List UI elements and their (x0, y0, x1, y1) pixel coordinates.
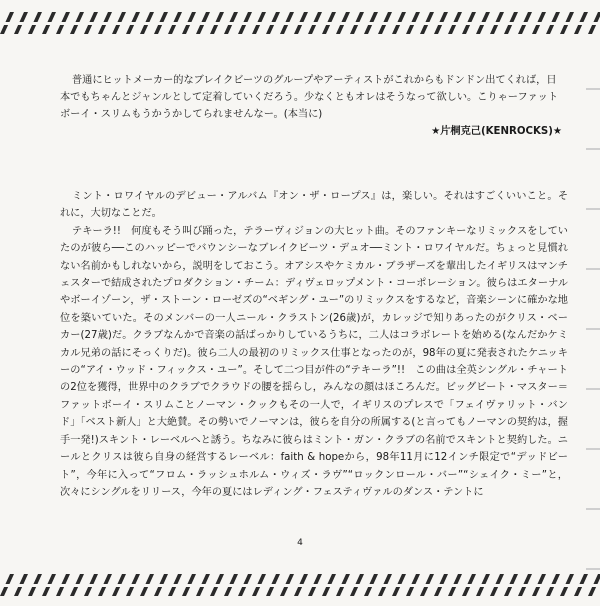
top-rope-border (0, 4, 600, 44)
article-paragraph-2: テキーラ!! 何度もそう叫び踊った，テラーヴィジョンの大ヒット曲。そのファンキーなリミックスをしていたのが彼ら──このハッピーでバウンシーなブレイクビーツ・デュオ──ミント・ロワイヤルだ。ちょっと見慣れない名前かもしれないから，説明をしておこう。オアシスやケミカル・ブラザーズを輩出したイギリスはマンチェスターで結成されたプロダクション・チーム：ディヴェロップメント・コーポレーション。彼らはエターナルやボーイゾーン，ザ・ストーン・ローゼズの“ベギング・ユー”のリミックスをするなど，音楽シーンに確かな地位を築いていた。そのメンバーの一人ニール・クラストン(26歳)が，カレッジで知りあったのがクリス・ベーカー(27歳)だ。クラブなんかで音楽の話ばっかりしているうちに，二人はコラボレートを始める(なんだかケミカル兄弟の話にそっくりだ)。彼ら二人の最初のリミックス仕事となったのが，98年の夏に発表されたケニッキーの“アイ・ウッド・フィックス・ユー”。そして二つ目が件の“テキーラ”!! この曲は全英シングル・チャートの2位を獲得，世界中のクラブでクラウドの腰を揺らし，みんなの顔はほころんだ。ビッグビート・マスター＝ファットボーイ・スリムことノーマン・クックもその一人で，イギリスのプレスで「フェイヴァリット・バンド」「ベスト新人」と大絶賛。その勢いでノーマンは，彼らを自分の所属する(と言ってもノーマンの契約は，握手一発!)スキント・レーベルへと誘う。ちなみに彼らはミント・ガン・クラブの名前でスキントと契約した。ニールとクリスは彼ら自身の経営するレーベル：faith & hopeから，98年11月に12インチ限定で“デッドビート”，今年に入って“フロム・ラッシュホルム・ウィズ・ラヴ”“ロックンロール・バー”“シェイク・ミー”と，次々にシングルをリリース，今年の夏にはレディング・フェスティヴァルのダンス・テントに (60, 225, 568, 498)
quote-signature: ★片桐克己(KENROCKS)★ (431, 126, 562, 137)
quote-text: 普通にヒットメーカー的なブレイクビーツのグループやアーティストがこれからもドンドン出てくれば，日本でもちゃんとジャンルとして定着していくだろう。少なくともオレはそうなって欲しい。こりゃーファットボーイ・スリムもうかうかしてられませんなー。(本当に) (60, 75, 559, 120)
bottom-rope-border (0, 566, 600, 606)
quote-block (60, 72, 562, 140)
article-paragraph-1: ミント・ロワイヤルのデビュー・アルバム『オン・ザ・ロープス』は，楽しい。それはすごくいいこと。それに，大切なことだ。 (60, 191, 568, 220)
right-edge-strip (586, 70, 600, 580)
main-article (60, 188, 568, 501)
page-number: 4 (297, 538, 303, 548)
